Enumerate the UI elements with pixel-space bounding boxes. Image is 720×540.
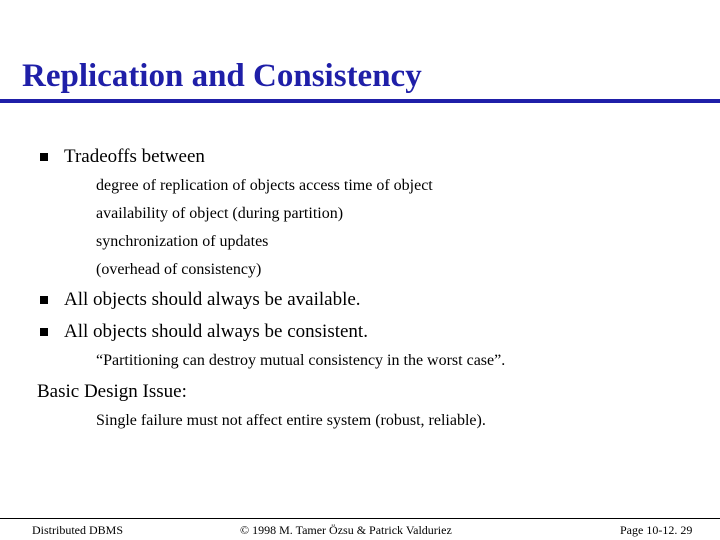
section-heading: Basic Design Issue: [37, 381, 187, 402]
title-underline [0, 99, 720, 103]
bullet-item: All objects should always be available. [64, 289, 361, 310]
bullet-item: All objects should always be consistent. [64, 321, 368, 342]
footer-right: Page 10-12. 29 [620, 523, 693, 537]
sub-item: Single failure must not affect entire system (robust, reliable). [96, 412, 486, 429]
bullet-square-icon [40, 153, 48, 161]
sub-item: availability of object (during partition) [96, 205, 344, 222]
sub-item: (overhead of consistency) [96, 261, 262, 278]
page-title: Replication and Consistency [22, 58, 422, 94]
bullet-square-icon [40, 296, 48, 304]
bullet-square-icon [40, 328, 48, 336]
sub-item: degree of replication of objects access time of object [96, 177, 433, 194]
bullet-item: Tradeoffs between [64, 146, 205, 167]
sub-item: synchronization of updates [96, 233, 269, 250]
footer-left: Distributed DBMS [32, 523, 124, 537]
footer-center: © 1998 M. Tamer Özsu & Patrick Valduriez [240, 523, 452, 537]
sub-item: “Partitioning can destroy mutual consistency in the worst case”. [96, 352, 506, 369]
footer-divider [0, 518, 720, 519]
